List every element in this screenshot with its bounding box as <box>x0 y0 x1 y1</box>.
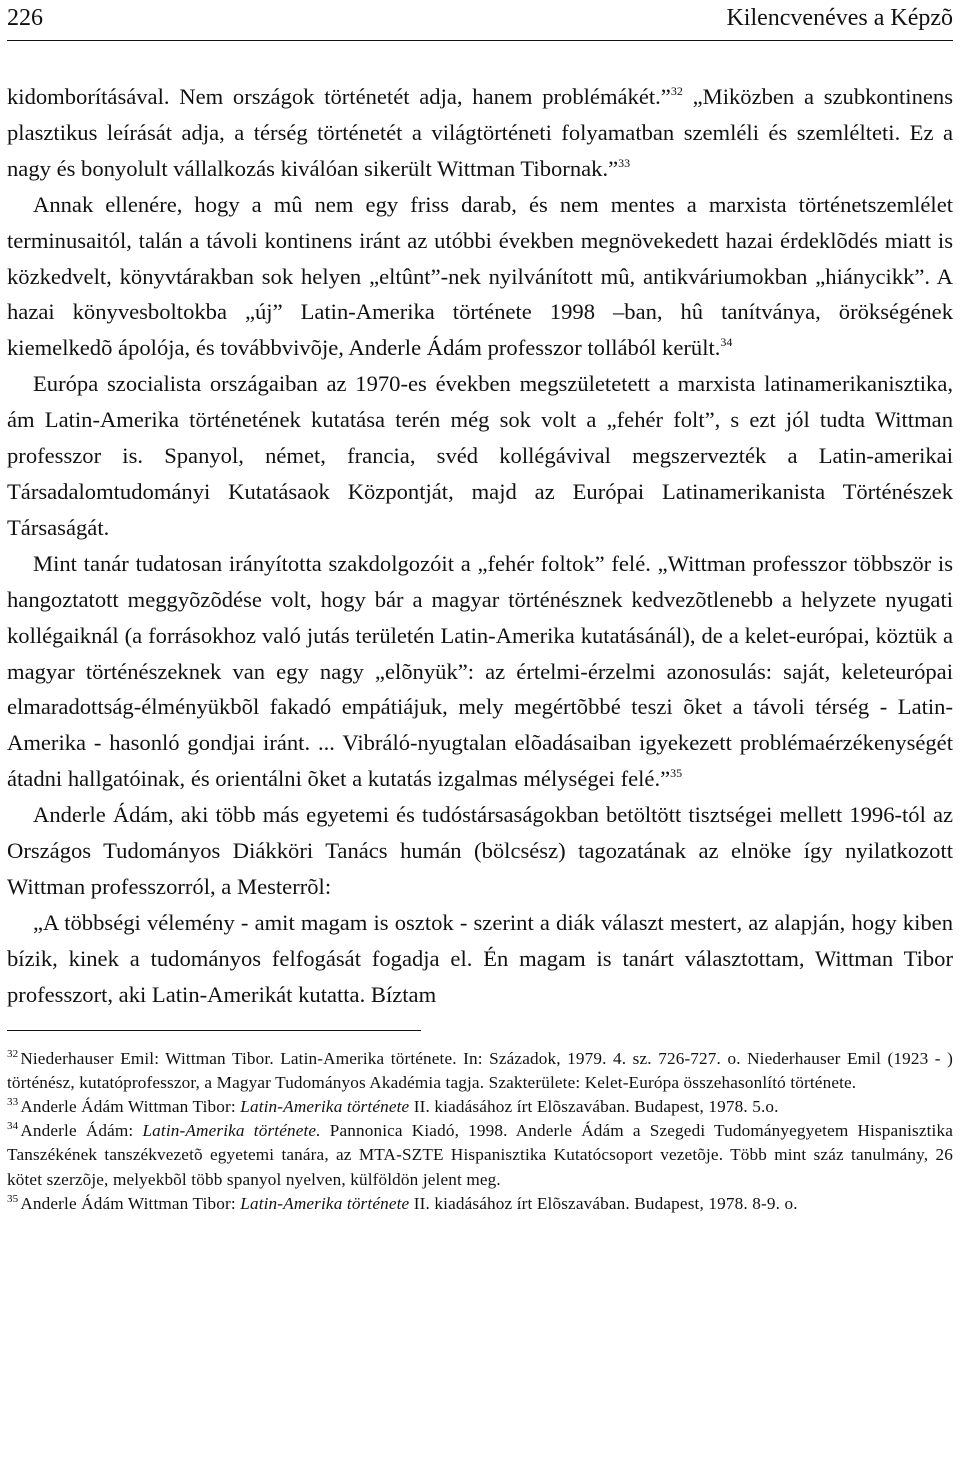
running-title: Kilencvenéves a Képzõ <box>726 5 953 31</box>
footnote-number: 34 <box>7 1120 19 1133</box>
paragraph-3 <box>7 366 953 546</box>
footnote-ref-32[interactable]: 32 <box>670 84 683 98</box>
book-title: Latin-Amerika története <box>240 1096 410 1116</box>
paragraph-5 <box>7 797 953 905</box>
footnote-32 <box>7 1047 953 1095</box>
footnote-35 <box>7 1192 953 1216</box>
paragraph-text: Anderle Ádám, aki több más egyetemi és tudóstársaságokban betöltött tisztségei mellett 1996-tól az Országos Tudományos Diákköri Tanács humán (bölcsész) tagozatának az elnöke így nyilatkozott Wittman professzorról, a Mesterrõl: <box>7 802 953 899</box>
footnote-text: Pannonica Kiadó, 1998. Anderle Ádám a Szegedi Tudományegyetem Hispanisztika Tanszékének tanszékvezetõ egyetemi tanára, az MTA-SZTE Hispanisztika Kutatócsoport vezetõje. Több mint száz tanulmány, 26 kötet szerzõje, melyekbõl több spanyol nyelven, külföldön jelent meg. <box>7 1121 953 1189</box>
book-title: Latin-Amerika története. <box>142 1121 321 1141</box>
page-header <box>7 0 953 41</box>
paragraph-1 <box>7 79 953 187</box>
footnote-33 <box>7 1095 953 1119</box>
footnote-ref-34[interactable]: 34 <box>720 335 733 350</box>
footnote-number: 33 <box>7 1095 19 1108</box>
book-title: Latin-Amerika története <box>240 1193 410 1213</box>
footnote-34 <box>7 1119 953 1192</box>
paragraph-text: „A többségi vélemény - amit magam is osztok - szerint a diák választ mestert, az alapján, hogy kiben bízik, kinek a tudományos felfogását fogadja el. Én magam is tanárt választottam, Wittman Tibor professzort, aki Latin-Amerikát kutatta. Bíztam <box>7 909 953 1007</box>
document-page <box>7 0 953 1216</box>
footnote-ref-33[interactable]: 33 <box>618 155 631 170</box>
footnote-text: II. kiadásához írt Elõszavában. Budapest, 1978. 5.o. <box>409 1096 779 1116</box>
footnote-text: Anderle Ádám: <box>20 1121 143 1141</box>
footnote-text: Anderle Ádám Wittman Tibor: <box>20 1096 241 1116</box>
paragraph-text: kidomborításával. Nem országok történetét adja, hanem problémákét.” <box>7 84 671 109</box>
paragraph-text: Annak ellenére, hogy a mû nem egy friss darab, és nem mentes a marxista történetszemlélet terminusaitól, talán a távoli kontinens iránt az utóbbi években megnövekedett hazai érdeklõdés miatt is közkedvelt, könyvtárakban sok helyen „eltûnt”-nek nyilvánított mû, antikváriumokban „hiánycikk”. A hazai könyvesboltokba „új” Latin-Amerika története 1998 –ban, hû tanítványa, örökségének kiemelkedõ ápolója, és továbbvivõje, Anderle Ádám professzor tollából került. <box>7 191 953 361</box>
paragraph-text: „Miközben a szubkontinens plasztikus leírását adja, a térség történetét a világtörténeti folyamatban szemléli és szemlélteti. Ez a nagy és bonyolult vállalkozás kiválóan sikerült Wittman Tibornak.” <box>7 84 953 181</box>
page-number: 226 <box>7 5 43 31</box>
footnote-text: Niederhauser Emil: Wittman Tibor. Latin-Amerika története. In: Századok, 1979. 4. sz. 726-727. o. Niederhauser Emil (1923 - ) történész, kutatóprofesszor, a Magyar Tudományos Akadémia tagja. Szakterülete: Kelet-Európa összehasonlító története. <box>7 1048 953 1092</box>
footnote-number: 35 <box>7 1192 19 1205</box>
paragraph-4 <box>7 546 953 797</box>
footnote-separator <box>7 1030 421 1031</box>
footnotes <box>7 1047 953 1216</box>
footnote-text: II. kiadásához írt Elõszavában. Budapest, 1978. 8-9. o. <box>409 1193 798 1213</box>
body-text <box>7 79 953 1013</box>
paragraph-6-quote <box>7 905 953 1013</box>
footnote-number: 32 <box>7 1047 19 1060</box>
paragraph-text: Mint tanár tudatosan irányította szakdolgozóit a „fehér foltok” felé. „Wittman professzor többször is hangoztatott meggyõzõdése volt, hogy bár a magyar történésznek kedvezõtlenebb a helyzete nyugati kollégaiknál (a forrásokhoz való jutás területén Latin-Amerika kutatásánál), de a kelet-európai, köztük a magyar történészeknek van egy nagy „elõnyük”: az értelmi-érzelmi azonosulás: saját, keleteurópai elmaradottság-élményükbõl fakadó empátiájuk, mely megértõbbé teszi õket a távoli térség - Latin-Amerika - hasonló gondjai iránt. ... Vibráló-nyugtalan elõadásaiban igyekezett problémaérzékenységét átadni hallgatóinak, és orientálni õket a kutatás izgalmas mélységei felé.” <box>7 550 953 792</box>
footnote-text: Anderle Ádám Wittman Tibor: <box>20 1193 241 1213</box>
footnote-ref-35[interactable]: 35 <box>670 766 683 781</box>
paragraph-text: Európa szocialista országaiban az 1970-es években megszületetett a marxista latinamerikanisztika, ám Latin-Amerika történetének kutatása terén még sok volt a „fehér folt”, s ezt jól tudta Wittman professzor is. Spanyol, német, francia, svéd kollégávival megszervezték a Latin-amerikai Társadalomtudományi Kutatásaok Központját, majd az Európai Latinamerikanista Történészek Társaságát. <box>7 371 953 540</box>
paragraph-2 <box>7 187 953 367</box>
